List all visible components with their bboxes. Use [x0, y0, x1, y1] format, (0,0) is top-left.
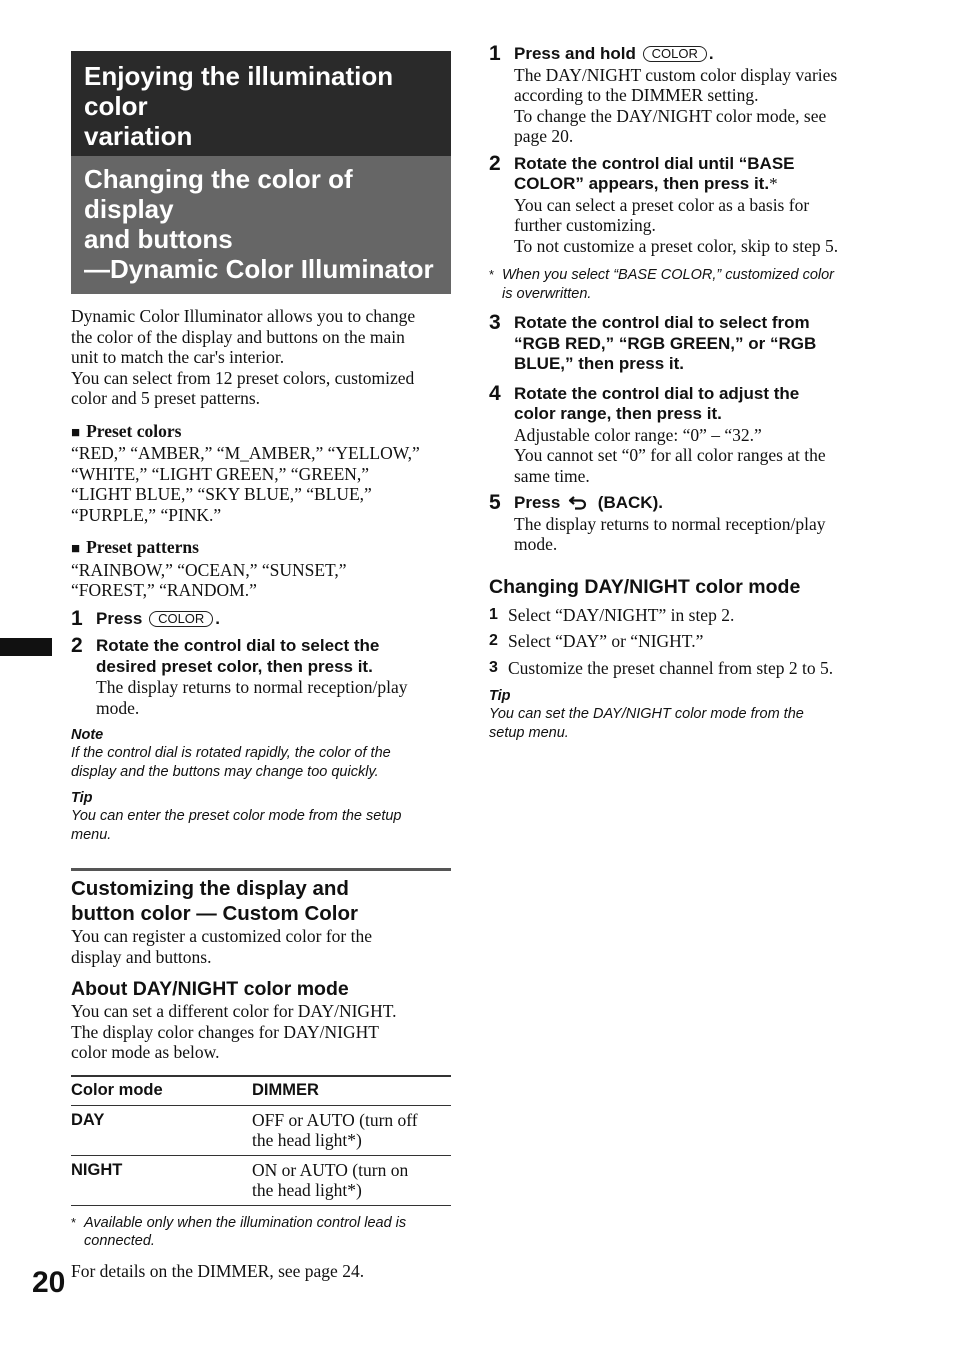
tip-line: You can enter the preset color mode from the setup [71, 808, 402, 824]
preset-patterns-heading [71, 537, 451, 560]
table-row [71, 1105, 451, 1155]
preset-colors-line: “WHITE,” “LIGHT GREEN,” “GREEN,” [71, 463, 370, 484]
list-item-text: Customize the preset channel from step 2 to 5. [508, 657, 834, 678]
step-body: The display returns to normal reception/play [514, 513, 826, 534]
tip-line: setup menu. [489, 724, 569, 741]
preset-colors-heading [71, 421, 451, 444]
step-number: 1 [489, 42, 501, 65]
preset-patterns-line: “FOREST,” “RANDOM.” [71, 580, 257, 600]
table-footnote [71, 1214, 451, 1251]
change-mode-heading: Changing DAY/NIGHT color mode [489, 575, 801, 598]
step-body: page 20. [514, 126, 574, 146]
daynight-body: You can set a different color for DAY/NIGHT. [71, 1001, 397, 1021]
step-number: 5 [489, 491, 501, 514]
color-mode-table [71, 1075, 451, 1206]
back-arrow-icon [568, 494, 590, 510]
preset-colors-list [71, 443, 451, 525]
intro-line: color and 5 preset patterns. [71, 388, 261, 408]
section-title [71, 156, 451, 294]
note-line: If the control dial is rotated rapidly, the color of the [71, 745, 391, 761]
preset-colors-heading-text: Preset colors [86, 420, 182, 441]
intro-line: Dynamic Color Illuminator allows you to change [71, 306, 416, 326]
step-text: Press [96, 608, 143, 628]
step-text: . [215, 608, 221, 628]
dimmer-line: OFF or AUTO (turn off [252, 1109, 418, 1130]
step-body: mode. [514, 534, 558, 554]
dimmer-line: ON or AUTO (turn on [252, 1159, 409, 1180]
right-step-2 [489, 151, 884, 257]
step-title: Rotate the control dial to adjust the [514, 383, 800, 403]
step-title: COLOR” appears, then press it. [514, 174, 770, 193]
preset-colors-line: “PURPLE,” “PINK.” [71, 504, 222, 525]
right-column [489, 44, 884, 742]
step-text: (BACK). [597, 493, 663, 512]
right-step-4 [489, 381, 884, 487]
section-tab-marker [0, 638, 52, 656]
step-body: according to the DIMMER setting. [514, 85, 759, 105]
table-cell-dimmer [252, 1155, 451, 1205]
step-body: To not customize a preset color, skip to step 5. [514, 235, 839, 256]
table-cell-mode: NIGHT [71, 1155, 252, 1205]
custom-color-heading [71, 876, 451, 926]
right-step-5 [489, 493, 884, 555]
color-key-label: COLOR [643, 46, 707, 62]
footnote-mark: * [71, 1214, 77, 1230]
intro-line: You can select from 12 preset colors, customized [71, 367, 415, 388]
tip-line: You can set the DAY/NIGHT color mode from the [489, 706, 804, 722]
step-title: Rotate the control dial until “BASE [514, 153, 795, 173]
step-text: Press and hold [514, 44, 636, 63]
step-body: Adjustable color range: “0” – “32.” [514, 424, 762, 445]
intro-paragraph [71, 306, 451, 409]
footnote-line: is overwritten. [502, 285, 592, 302]
left-step-1 [71, 606, 451, 630]
step-number: 1 [71, 606, 83, 630]
footnote-line: connected. [84, 1233, 155, 1249]
list-item-text: Select “DAY/NIGHT” in step 2. [508, 604, 735, 625]
note-line: display and the buttons may change too quickly. [71, 763, 379, 780]
list-item-number: 2 [489, 632, 498, 649]
list-item [489, 605, 884, 626]
section-title-line: Changing the color of display [84, 164, 353, 224]
intro-line: unit to match the car's interior. [71, 347, 285, 367]
color-key-label: COLOR [149, 611, 213, 627]
chapter-title-line: Enjoying the illumination color [84, 61, 394, 121]
dimmer-line: the head light*) [252, 1130, 362, 1150]
left-step-2 [71, 636, 451, 718]
custom-color-heading-line: Customizing the display and [71, 877, 349, 900]
list-item [489, 658, 884, 679]
intro-line: the color of the display and buttons on the main [71, 326, 405, 347]
step-title: Rotate the control dial to select from [514, 313, 810, 332]
custom-color-body: display and buttons. [71, 946, 212, 967]
step-body: To change the DAY/NIGHT color mode, see [514, 105, 827, 126]
page-number: 20 [32, 1266, 66, 1299]
custom-color-heading-line: button color — Custom Color [71, 902, 358, 925]
daynight-heading: About DAY/NIGHT color mode [71, 978, 349, 1000]
daynight-body: The display color changes for DAY/NIGHT [71, 1021, 379, 1042]
step-number: 3 [489, 311, 501, 334]
footnote-line: When you select “BASE COLOR,” customized color [502, 267, 835, 283]
preset-colors-line: “RED,” “AMBER,” “M_AMBER,” “YELLOW,” [71, 443, 420, 463]
step-body: You cannot set “0” for all color ranges at the [514, 445, 826, 465]
step-title: color range, then press it. [514, 404, 722, 423]
dimmer-line: the head light*) [252, 1180, 362, 1200]
step-number: 4 [489, 381, 501, 405]
step2-footnote [489, 266, 884, 303]
step-body: further customizing. [514, 215, 656, 235]
step-title: BLUE,” then press it. [514, 354, 685, 373]
footnote-mark: * [489, 267, 495, 282]
change-mode-list [489, 605, 884, 679]
list-item-number: 1 [489, 605, 498, 623]
table-row [71, 1155, 451, 1205]
square-bullet-icon: ■ [71, 541, 81, 557]
footnote-line: Available only when the illumination control lead is [84, 1214, 407, 1231]
preset-patterns-line: “RAINBOW,” “OCEAN,” “SUNSET,” [71, 559, 347, 580]
section-divider [71, 868, 451, 871]
table-header: DIMMER [252, 1076, 451, 1106]
dimmer-details-text: For details on the DIMMER, see page 24. [71, 1260, 365, 1281]
step-text: . [708, 44, 714, 63]
list-item-text: Select “DAY” or “NIGHT.” [508, 631, 704, 651]
section-title-line: —Dynamic Color Illuminator [84, 254, 434, 284]
step-title: “RGB RED,” “RGB GREEN,” or “RGB [514, 333, 817, 353]
footnote-mark: * [769, 174, 778, 193]
step-body: mode. [96, 697, 140, 718]
preset-patterns-heading-text: Preset patterns [86, 537, 199, 557]
chapter-title-line: variation [84, 121, 193, 151]
custom-color-body: You can register a customized color for the [71, 926, 372, 946]
step-body: same time. [514, 465, 590, 486]
step-title: desired preset color, then press it. [96, 656, 373, 676]
note-heading: Note [71, 727, 104, 743]
table-cell-dimmer [252, 1105, 451, 1155]
table-header: Color mode [71, 1076, 252, 1106]
step-text: Press [514, 493, 561, 512]
step-body: The display returns to normal reception/play [96, 677, 408, 697]
step-title: Rotate the control dial to select the [96, 636, 380, 655]
table-cell-mode: DAY [71, 1105, 252, 1155]
section-title-line: and buttons [84, 224, 233, 254]
step-body: You can select a preset color as a basis for [514, 194, 810, 215]
preset-colors-line: “LIGHT BLUE,” “SKY BLUE,” “BLUE,” [71, 484, 372, 504]
daynight-body: color mode as below. [71, 1042, 220, 1062]
tip-line: menu. [71, 826, 112, 843]
step-number: 2 [71, 634, 83, 657]
list-item [489, 631, 884, 652]
left-column [71, 51, 451, 1281]
list-item-number: 3 [489, 658, 498, 676]
square-bullet-icon: ■ [71, 424, 81, 441]
tip-heading: Tip [71, 790, 93, 806]
chapter-title [71, 51, 451, 156]
preset-patterns-list [71, 560, 451, 601]
step-body: The DAY/NIGHT custom color display varies [514, 64, 838, 85]
tip-heading: Tip [489, 688, 511, 704]
right-step-3 [489, 313, 884, 375]
step-number: 2 [489, 151, 501, 175]
right-step-1 [489, 44, 884, 147]
